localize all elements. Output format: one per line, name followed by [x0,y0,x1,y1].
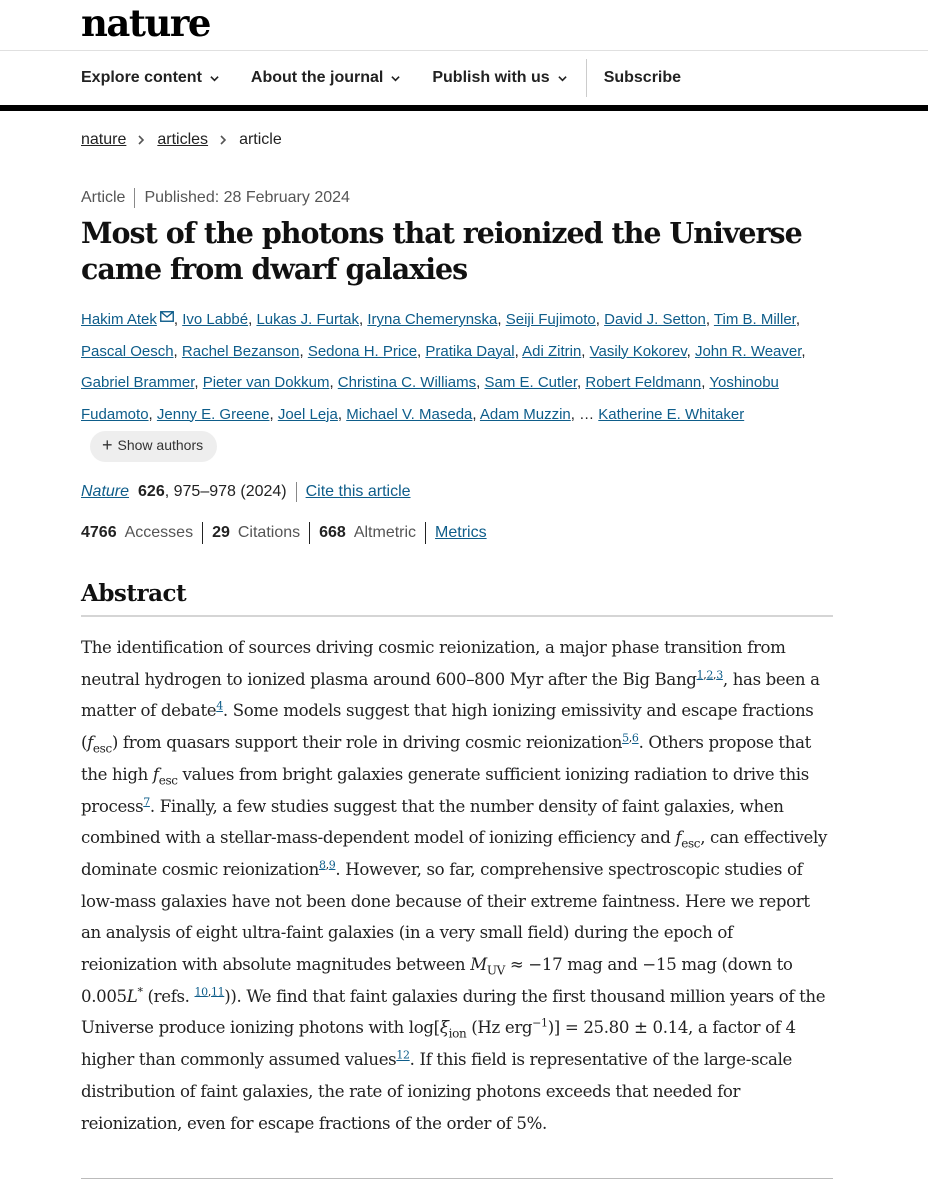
ref-group: 10,11 [194,985,225,999]
altmetric-label: Altmetric [353,524,417,541]
abstract-segment: . However, so far, comprehensive spectroscopic studies of low-mass galaxies have not been done because of their extreme faintness. Here we report an analysis of eight ultra-faint galaxies (in a very small field) during the epoch of reionization with absolute magnitudes between [81,859,810,975]
article-metrics [81,522,487,544]
abstract-segment: , can effectively dominate cosmic reionization [81,828,828,879]
author-link[interactable]: Katherine E. Whitaker [598,405,745,423]
symbol-f: f [152,764,159,784]
nav-subscribe[interactable]: Subscribe [603,69,682,86]
ref-link[interactable]: 12 [396,1048,410,1062]
author-link[interactable]: Joel Leja [277,405,338,423]
metrics-link[interactable]: Metrics [435,524,487,541]
metrics-divider [309,522,310,544]
altmetric-count: 668 [319,524,346,541]
ref-link[interactable]: 2 [706,668,714,682]
ref-group [396,1049,409,1062]
abstract-segment: . Some models suggest that high ionizing emissivity and escape fractions ( [81,701,814,753]
ref-link[interactable]: 4 [216,699,223,713]
author-link[interactable]: Iryna Chemerynska [367,311,498,328]
abstract-segment: (Hz erg [466,1018,533,1038]
abstract-segment: ≈ −17 mag and −15 mag (down to 0.005 [81,955,793,1006]
section-divider [81,1178,833,1179]
nav-divider [586,59,587,97]
superscript-star: * [137,985,143,999]
author-link[interactable]: Sam E. Cutler [484,374,578,391]
nature-logo[interactable]: nature [81,1,210,45]
author-link[interactable]: Rachel Bezanson [181,342,300,360]
nav-item-label: Explore content [81,69,202,86]
author-link[interactable]: Robert Feldmann [585,374,702,391]
citations-count: 29 [212,524,230,541]
abstract-segment: The identification of sources driving cosmic reionization, a major phase transition from neutral hydrogen to ionized plasma around 600–800 Myr after the Big Bang [81,638,786,689]
chevron-down-icon [391,74,400,83]
nav-about-the-journal[interactable] [251,69,400,87]
accesses-count: 4766 [81,524,117,541]
breadcrumb [81,131,282,149]
symbol-L: L [126,986,138,1006]
ref-link[interactable]: 8 [318,858,326,872]
citation-line [81,482,411,502]
author-link[interactable]: Gabriel Brammer [81,374,195,391]
ref-group: 5,6 [622,731,639,745]
chevron-right-icon [138,135,145,145]
author-link[interactable]: Sedona H. Price [307,342,418,360]
author-link[interactable]: Vasily Kokorev [589,342,687,360]
ref-group: 1,2,3 [696,668,723,682]
ref-group [216,700,223,713]
author-ellipsis: … [579,405,595,423]
chevron-down-icon [558,74,567,83]
ref-link[interactable]: 11 [210,985,225,999]
ref-link[interactable]: 7 [143,794,150,808]
show-authors-label: Show authors [117,437,204,454]
author-link[interactable]: Pratika Dayal [425,342,515,360]
site-header [0,0,928,111]
symbol-M: M [470,955,487,975]
abstract-segment: ) from quasars support their role in driving cosmic reionization [111,733,623,753]
symbol-f: f [675,828,682,848]
meta-divider [134,188,135,208]
abstract-segment: . Others propose that the high [81,733,811,784]
subscript-esc: esc [92,741,112,756]
abstract-segment: , has been a matter of debate [81,669,820,721]
citation-divider [296,482,297,502]
subscript-esc: esc [158,773,178,788]
symbol-f: f [87,733,93,753]
author-link[interactable]: Hakim Atek [81,311,157,328]
chevron-right-icon [220,135,227,145]
ref-link[interactable]: 6 [631,731,639,745]
author-list: Hakim Atek , Ivo Labbé, Lukas J. Furtak, Iryna Chemerynska, Seiji Fujimoto, David J. Setton, Tim B. Miller, Pascal Oesch, Rachel Bezanson, Sedona H. Price, Pratika Dayal, Adi Zitrin, Vasily Kokorev, John R. Weaver, Gabriel Brammer, Pieter van Dokkum, Christina C. Williams, Sam E. Cutler, Robert Feldmann, Yoshinobu Fudamoto, Jenny E. Greene, Joel Leja, Michael V. Maseda, Adam Muzzin, … Katherine E. Whitaker + Show authors [81,304,836,462]
abstract-text [81,632,833,1139]
author-link[interactable]: Lukas J. Furtak [256,311,359,328]
author-link[interactable]: Christina C. Williams [337,374,477,391]
author-link[interactable]: Yoshinobu Fudamoto [81,374,779,423]
ref-link[interactable]: 3 [716,668,723,682]
brand-bar [0,0,928,51]
author-link[interactable]: Tim B. Miller [713,311,796,328]
nav-publish-with-us[interactable] [432,69,566,87]
nav-explore-content[interactable] [81,69,219,87]
abstract-segment: . If this field is representative of the large-scale distribution of faint galaxies, the rate of ionizing photons exceeds that needed for reionization, even for escape fractions of the order of 5%. [81,1050,793,1133]
chevron-down-icon [210,74,219,83]
nav-item-label: Publish with us [432,69,550,86]
superscript-minus-one: −1 [532,1016,548,1030]
mail-icon[interactable] [160,311,174,322]
author-link[interactable]: Adam Muzzin [479,405,571,423]
metrics-divider [425,522,426,544]
abstract-segment: (refs. [142,986,195,1006]
journal-link[interactable]: Nature [81,483,130,500]
author-link[interactable]: Pieter van Dokkum [202,374,330,391]
plus-icon: + [102,435,113,456]
author-link[interactable]: Adi Zitrin [522,342,582,360]
volume: 626 [138,483,165,500]
article-meta [81,188,350,208]
ref-link[interactable]: 1 [696,668,704,682]
nav-item-label: About the journal [250,69,384,86]
author-link[interactable]: David J. Setton [604,311,706,328]
symbol-xi: ξ [439,1018,449,1038]
cite-this-article-link[interactable]: Cite this article [305,483,411,500]
breadcrumb-articles[interactable]: articles [157,131,209,148]
author-link[interactable]: Michael V. Maseda [346,405,473,423]
ref-group: 8,9 [318,858,336,872]
article-type: Article [81,189,126,206]
abstract-segment: )). We find that faint galaxies during the first thousand million years of the Universe produce ionizing photons with log[ [81,986,826,1038]
show-authors-button[interactable] [90,431,217,462]
abstract-segment: values from bright galaxies generate sufficient ionizing radiation to drive this process [81,764,809,816]
metrics-divider [202,522,203,544]
subscript-uv: UV [486,963,505,978]
abstract-heading: Abstract [81,580,833,617]
ref-group [143,795,150,808]
ref-link[interactable]: 5 [622,731,629,745]
citations-label: Citations [237,524,301,541]
author-link[interactable]: Jenny E. Greene [156,405,270,423]
article-title: Most of the photons that reionized the Universe came from dwarf galaxies [81,216,802,286]
author-link[interactable]: Ivo Labbé [182,311,249,328]
breadcrumb-current: article [239,131,282,148]
abstract-segment: . Finally, a few studies suggest that the number density of faint galaxies, when combined with a stellar-mass-dependent model of ionizing efficiency and [81,796,784,848]
breadcrumb-nature[interactable]: nature [81,131,127,148]
abstract-segment: )] = 25.80 ± 0.14, a factor of 4 higher than commonly assumed values [81,1018,796,1070]
ref-link[interactable]: 9 [328,858,336,872]
subscript-ion: ion [448,1026,467,1041]
main-nav [0,51,928,111]
ref-link[interactable]: 10 [194,985,208,999]
author-link[interactable]: John R. Weaver [694,342,802,360]
pages-year: , 975–978 (2024) [164,483,287,500]
author-link[interactable]: Pascal Oesch [81,342,174,360]
subscript-esc: esc [681,836,701,851]
accesses-label: Accesses [124,524,194,541]
published-date: Published: 28 February 2024 [144,189,350,206]
author-link[interactable]: Seiji Fujimoto [505,311,596,328]
